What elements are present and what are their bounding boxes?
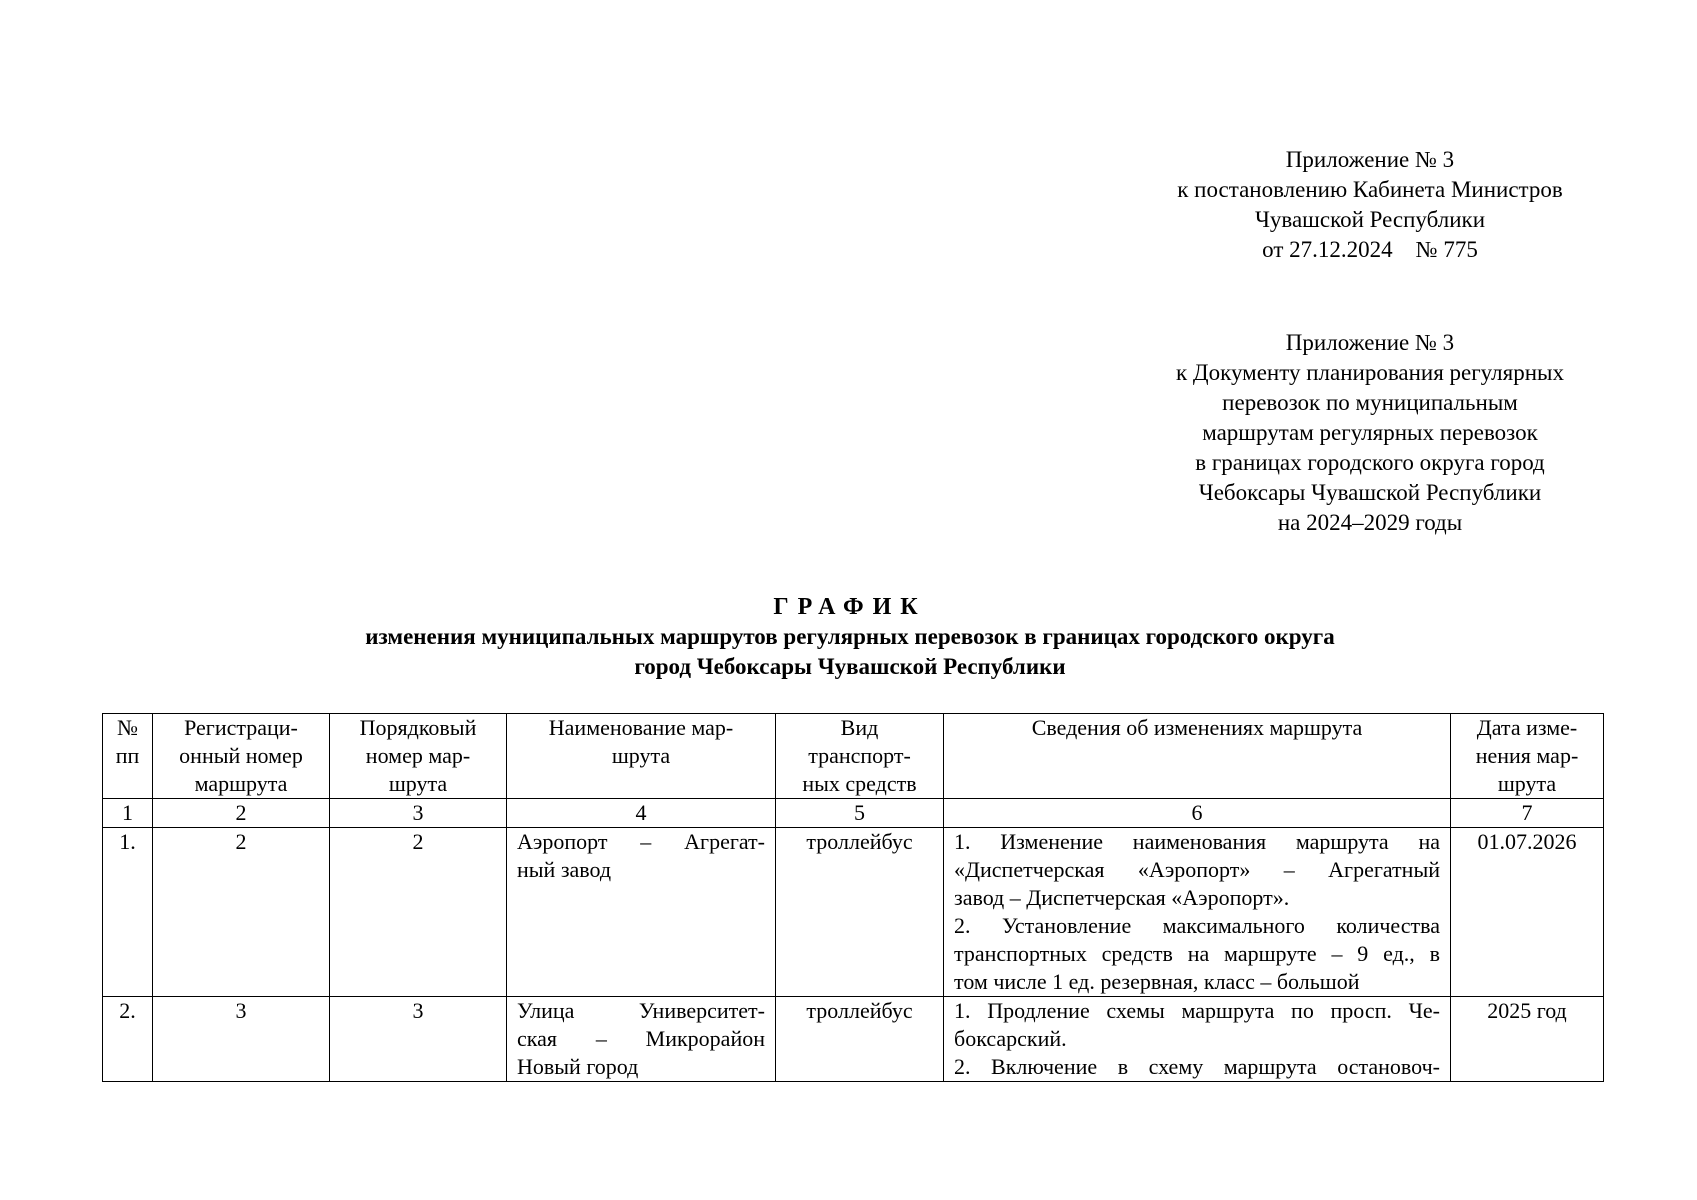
header-cell-order-number: Порядковый номер мар- шрута [330,714,507,799]
annex-line: перевозок по муниципальным [1222,390,1518,415]
table-row [103,997,1604,1082]
annex-line: Приложение № 3 [1285,330,1455,355]
title-line-1: изменения муниципальных маршрутов регулярных перевозок в границах городского округа [365,624,1335,649]
annex-line: к постановлению Кабинета Министров [1177,177,1563,202]
row-changes: 1. Изменение наименования маршрута на «Диспетчерская «Аэропорт» – Агрегатный завод – Диспетчерская «Аэропорт». 2. Установление максимального количества транспортных средств на маршруте – 9 ед., в том числе 1 ед. резервная, класс – большой [944,828,1451,997]
annex-line: на 2024–2029 годы [1277,510,1463,535]
header-cell-reg-number: Регистраци- онный номер маршрута [153,714,330,799]
annex-line: в границах городского округа город [1195,450,1545,475]
title-word: ГРАФИК [773,594,927,620]
annex-line: Чувашской Республики [1254,207,1486,232]
column-number: 4 [507,799,776,828]
row-changes: 1. Продление схемы маршрута по просп. Че- боксарский. 2. Включение в схему маршрута остановоч- [944,997,1451,1082]
annex-line: от 27.12.2024 № 775 [1262,237,1478,262]
header-cell-route-name: Наименование мар- шрута [507,714,776,799]
row-route-name: Улица Университет- ская – Микрорайон Новый город [507,997,776,1082]
header-cell-transport: Вид транспорт- ных средств [776,714,944,799]
table-row [103,828,1604,997]
row-reg-number: 3 [153,997,330,1082]
header-cell-date: Дата изме- нения мар- шрута [1451,714,1604,799]
row-order-number: 2 [330,828,507,997]
column-number-row [103,799,1604,828]
table-header-row [103,714,1604,799]
column-number: 1 [103,799,153,828]
annex-line: маршрутам регулярных перевозок [1202,420,1538,445]
document-title [240,592,1460,682]
row-no: 1. [103,828,153,997]
row-order-number: 3 [330,997,507,1082]
row-transport: троллейбус [776,828,944,997]
column-number: 7 [1451,799,1604,828]
column-number: 5 [776,799,944,828]
annex-reference-cabinet [1150,145,1590,265]
title-line-2: город Чебоксары Чувашской Республики [634,654,1066,679]
column-number: 2 [153,799,330,828]
annex-line: к Документу планирования регулярных [1175,360,1564,385]
row-route-name: Аэропорт – Агрегат- ный завод [507,828,776,997]
row-transport: троллейбус [776,997,944,1082]
header-cell-no: № пп [103,714,153,799]
annex-line: Чебоксары Чувашской Республики [1198,480,1542,505]
column-number: 6 [944,799,1451,828]
annex-reference-document [1150,328,1590,538]
column-number: 3 [330,799,507,828]
row-date: 01.07.2026 [1451,828,1604,997]
header-cell-changes: Сведения об изменениях маршрута [944,714,1451,799]
schedule-table [102,713,1604,1082]
row-reg-number: 2 [153,828,330,997]
row-date: 2025 год [1451,997,1604,1082]
row-no: 2. [103,997,153,1082]
annex-line: Приложение № 3 [1285,147,1455,172]
